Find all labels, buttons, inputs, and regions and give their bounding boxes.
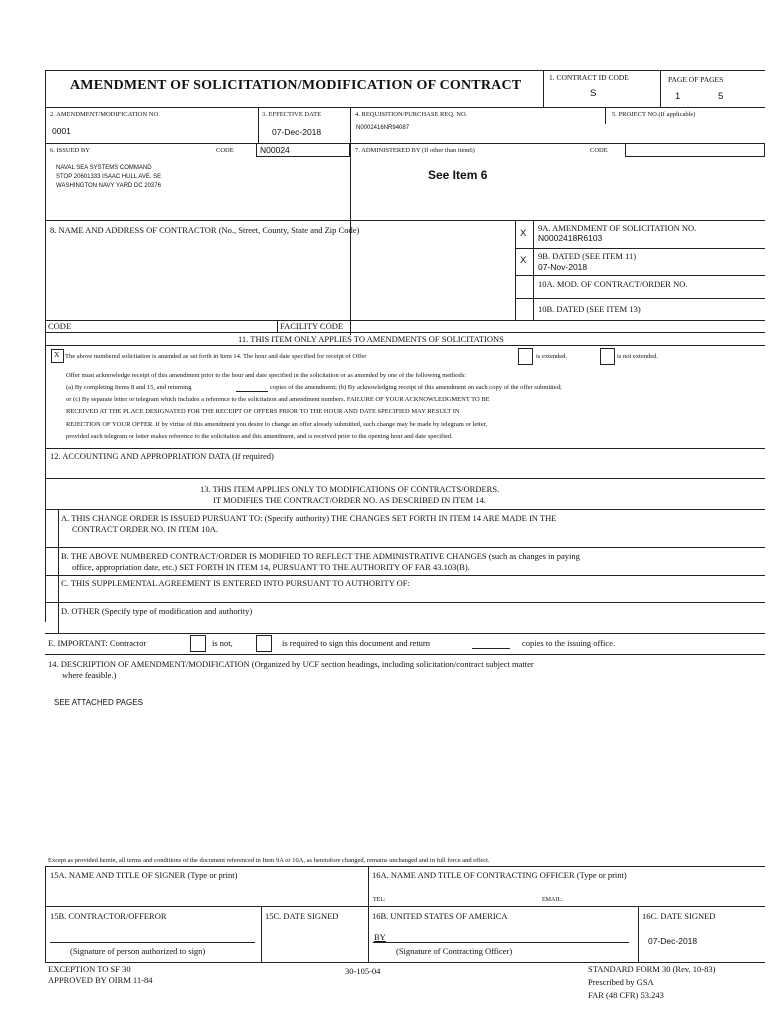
checkbox-9b[interactable]: X xyxy=(520,255,527,266)
item-14-footer: Except as provided herein, all terms and conditions of the document referenced in Item 9A or 10A, as heretofore changed, remains unchanged and in full force and effect. xyxy=(48,857,490,864)
form-title: AMENDMENT OF SOLICITATION/MODIFICATION OF CONTRACT xyxy=(70,78,522,93)
label-10a: 10A. MOD. OF CONTRACT/ORDER NO. xyxy=(538,279,688,289)
label-16b: 16B. UNITED STATES OF AMERICA xyxy=(372,911,508,921)
contractor-signature-line[interactable] xyxy=(50,942,255,943)
item-13a-line2: CONTRACT ORDER NO. IN ITEM 10A. xyxy=(72,524,218,534)
email-label: EMAIL: xyxy=(542,897,563,903)
contractor-label: 8. NAME AND ADDRESS OF CONTRACTOR (No., Street, County, State and Zip Code) xyxy=(50,225,360,235)
standard-form-text: STANDARD FORM 30 (Rev. 10-83) xyxy=(588,964,716,974)
contract-id-code-value: S xyxy=(590,88,597,99)
label-10b: 10B. DATED (SEE ITEM 13) xyxy=(538,304,641,314)
date-16c-value: 07-Dec-2018 xyxy=(648,936,698,946)
item-11-para-5: REJECTION OF YOUR OFFER. If by virtue of this amendment you desire to change an offer already submitted, such change may be made by telegram or letter, xyxy=(66,421,488,428)
page-number: 1 xyxy=(675,91,681,102)
item-13-heading-2: IT MODIFIES THE CONTRACT/ORDER NO. AS DESCRIBED IN ITEM 14. xyxy=(213,495,486,505)
item-12-label: 12. ACCOUNTING AND APPROPRIATION DATA (If required) xyxy=(50,451,274,461)
page-of-pages-label: PAGE OF PAGES xyxy=(668,75,724,84)
officer-signature-line[interactable] xyxy=(373,942,629,943)
label-16c: 16C. DATE SIGNED xyxy=(642,911,716,921)
checkbox-9a[interactable]: X xyxy=(520,228,527,239)
value-9a: N0002418R6103 xyxy=(538,233,603,243)
amendment-no-label: 2. AMENDMENT/MODIFICATION NO. xyxy=(50,111,160,118)
contract-id-code-label: 1. CONTRACT ID CODE xyxy=(549,73,629,82)
effective-date-value: 07-Dec-2018 xyxy=(272,127,322,137)
item-14-body: SEE ATTACHED PAGES xyxy=(54,698,143,707)
copies-label: copies to the issuing office. xyxy=(522,638,616,648)
administered-by-value: See Item 6 xyxy=(428,168,488,182)
issuer-address-line3: WASHINGTON NAVY YARD DC 20376 xyxy=(56,183,161,189)
item-11-heading: 11. THIS ITEM ONLY APPLIES TO AMENDMENTS OF SOLICITATIONS xyxy=(238,334,504,344)
value-9b: 07-Nov-2018 xyxy=(538,262,588,272)
tel-label: TEL: xyxy=(373,897,386,903)
item-14-label-1: 14. DESCRIPTION OF AMENDMENT/MODIFICATION (Organized by UCF section headings, including solicitation/contract subject matter xyxy=(48,659,534,669)
is-extended-checkbox[interactable] xyxy=(518,348,533,365)
is-not-extended-checkbox[interactable] xyxy=(600,348,615,365)
issued-by-label: 6. ISSUED BY xyxy=(50,147,90,154)
label-9b: 9B. DATED (SEE ITEM 11) xyxy=(538,251,637,261)
item-11-para-2b: copies of the amendment; (b) By acknowledging receipt of this amendment on each copy of the offer submitted; xyxy=(270,384,562,391)
is-not-label: is not, xyxy=(212,638,233,648)
approved-text: APPROVED BY OIRM 11-84 xyxy=(48,975,153,985)
exception-text: EXCEPTION TO SF 30 xyxy=(48,964,131,974)
label-16a: 16A. NAME AND TITLE OF CONTRACTING OFFICER (Type or print) xyxy=(372,870,627,880)
label-15b: 15B. CONTRACTOR/OFFEROR xyxy=(50,911,167,921)
item-11-para-2a: (a) By completing Items 8 and 15, and returning xyxy=(66,384,192,391)
is-required-label: is required to sign this document and return xyxy=(282,638,431,648)
item-13a-line1: A. THIS CHANGE ORDER IS ISSUED PURSUANT TO: (Specify authority) THE CHANGES SET FORTH IN ITEM 14 ARE MADE IN THE xyxy=(61,513,557,523)
far-text: FAR (48 CFR) 53.243 xyxy=(588,990,664,1000)
item-14-label-2: where feasible.) xyxy=(62,670,117,680)
item-e-label: E. IMPORTANT: Contractor xyxy=(48,638,147,648)
label-15a: 15A. NAME AND TITLE OF SIGNER (Type or print) xyxy=(50,870,238,880)
facility-code-label: FACILITY CODE xyxy=(280,321,344,331)
form-code: 30-105-04 xyxy=(345,966,381,976)
issued-code-value: N00024 xyxy=(260,145,290,155)
is-extended-label: is extended. xyxy=(536,353,568,360)
is-not-checkbox[interactable] xyxy=(190,635,206,652)
prescribed-text: Prescribed by GSA xyxy=(588,977,654,987)
contractor-code-label: CODE xyxy=(48,321,72,331)
admin-code-label: CODE xyxy=(590,147,608,154)
item-13b-line2: office, appropriation date, etc.) SET FORTH IN ITEM 14, PURSUANT TO THE AUTHORITY OF FAR 43.103(B). xyxy=(72,562,470,572)
item-13-heading-1: 13. THIS ITEM APPLIES ONLY TO MODIFICATIONS OF CONTRACTS/ORDERS. xyxy=(200,484,500,494)
item-13d: D. OTHER (Specify type of modification and authority) xyxy=(61,606,253,616)
item-11-para-3: or (c) By separate letter or telegram which includes a reference to the solicitation and amendment numbers. FAILURE OF YOUR ACKNOWLEDGMENT TO BE xyxy=(66,396,490,403)
item-13b-line1: B. THE ABOVE NUMBERED CONTRACT/ORDER IS MODIFIED TO REFLECT THE ADMINISTRATIVE CHANGES (such as changes in paying xyxy=(61,551,580,561)
issued-code-label: CODE xyxy=(216,147,234,154)
item-11-para-1: Offer must acknowledge receipt of this amendment prior to the hour and date specified in the solicitation or as amended by one of the following methods: xyxy=(66,372,467,379)
administered-by-label: 7. ADMINISTERED BY (If other than item6) xyxy=(355,147,475,154)
page-count: 5 xyxy=(718,91,724,102)
label-15c: 15C. DATE SIGNED xyxy=(265,911,339,921)
amendment-no-value: 0001 xyxy=(52,126,71,136)
item-11-x-mark: X xyxy=(54,350,60,359)
by-label: BY xyxy=(374,932,386,942)
requisition-value: N0002416NR94087 xyxy=(356,125,410,131)
requisition-label: 4. REQUISITION/PURCHASE REQ. NO. xyxy=(355,111,468,118)
item-11-para-4: RECEIVED AT THE PLACE DESIGNATED FOR THE RECEIPT OF OFFERS PRIOR TO THE HOUR AND DATE SPECIFIED MAY RESULT IN xyxy=(66,408,460,415)
is-required-checkbox[interactable] xyxy=(256,635,272,652)
item-13c: C. THIS SUPPLEMENTAL AGREEMENT IS ENTERED INTO PURSUANT TO AUTHORITY OF: xyxy=(61,578,410,588)
item-11-line1: The above numbered solicitation is amended as set forth in Item 14. The hour and date specified for receipt of Offer xyxy=(65,353,367,360)
project-no-label: 5. PROJECT NO.(If applicable) xyxy=(612,111,696,118)
is-not-extended-label: is not extended. xyxy=(617,353,658,360)
contractor-signature-caption: (Signature of person authorized to sign) xyxy=(70,946,206,956)
item-11-para-6: provided each telegram or letter makes reference to the solicitation and this amendment, and is received prior to the opening hour and date specified. xyxy=(66,433,453,440)
issuer-address-line2: STOP 20601333 ISAAC HULL AVE. SE xyxy=(56,174,162,180)
officer-signature-caption: (Signature of Contracting Officer) xyxy=(396,946,513,956)
label-9a: 9A. AMENDMENT OF SOLICITATION NO. xyxy=(538,223,697,233)
issuer-address-line1: NAVAL SEA SYSTEMS COMMAND xyxy=(56,165,152,171)
effective-date-label: 3. EFFECTIVE DATE xyxy=(262,111,322,118)
